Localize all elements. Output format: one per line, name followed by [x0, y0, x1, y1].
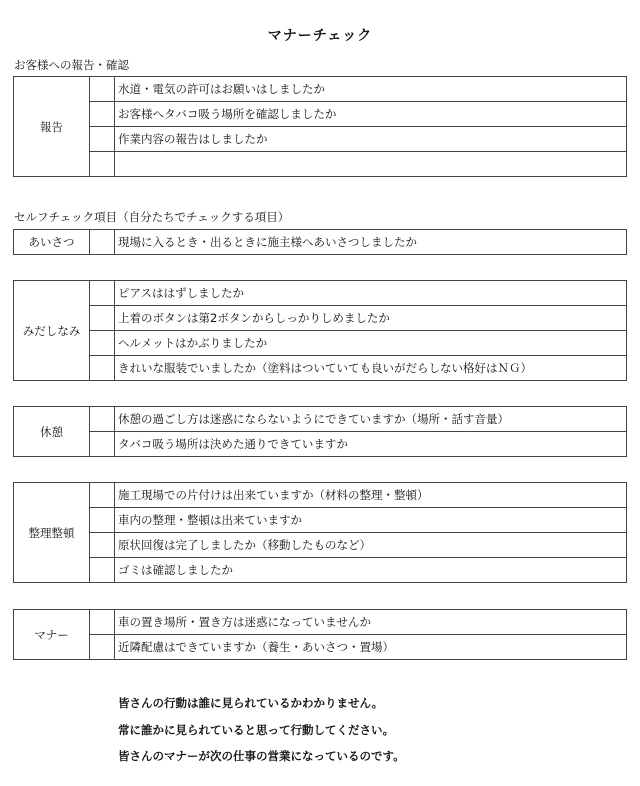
check-item: 休憩の過ごし方は迷惑にならないようにできていますか（場所・話す音量）: [115, 407, 627, 432]
self-check-heading: セルフチェック項目（自分たちでチェックする項目）: [14, 210, 290, 224]
check-item: きれいな服装でいましたか（塗料はついていても良いがだらしない格好はＮＧ）: [115, 356, 627, 381]
check-box[interactable]: [90, 483, 115, 508]
check-box[interactable]: [90, 356, 115, 381]
category-label: マナー: [14, 610, 90, 660]
check-item: 車の置き場所・置き方は迷惑になっていませんか: [115, 610, 627, 635]
check-box[interactable]: [90, 508, 115, 533]
category-label: 報告: [14, 77, 90, 177]
check-box[interactable]: [90, 77, 115, 102]
check-item: ゴミは確認しましたか: [115, 558, 627, 583]
check-item: 水道・電気の許可はお願いはしましたか: [115, 77, 627, 102]
check-item: ピアスははずしましたか: [115, 281, 627, 306]
check-item: お客様へタバコ吸う場所を確認しましたか: [115, 102, 627, 127]
footer-line: 皆さんの行動は誰に見られているかわかりません。: [118, 696, 384, 710]
check-item: タバコ吸う場所は決めた通りできていますか: [115, 432, 627, 457]
page-title: マナーチェック: [267, 28, 373, 44]
check-item: 近隣配慮はできていますか（養生・あいさつ・置場）: [115, 635, 627, 660]
check-box[interactable]: [90, 533, 115, 558]
check-item: 作業内容の報告はしましたか: [115, 127, 627, 152]
category-label: みだしなみ: [14, 281, 90, 381]
check-box[interactable]: [90, 281, 115, 306]
check-box[interactable]: [90, 230, 115, 255]
category-label: 休憩: [14, 407, 90, 457]
check-item: 施工現場での片付けは出来ていますか（材料の整理・整頓）: [115, 483, 627, 508]
greeting-table: [13, 229, 627, 255]
category-label: あいさつ: [14, 230, 90, 255]
category-label: 整理整頓: [14, 483, 90, 583]
check-box[interactable]: [90, 432, 115, 457]
check-item: 現場に入るとき・出るときに施主様へあいさつしましたか: [115, 230, 627, 255]
appearance-table: [13, 280, 627, 381]
tidying-table: [13, 482, 627, 583]
report-section-heading: お客様への報告・確認: [14, 58, 129, 72]
check-box[interactable]: [90, 610, 115, 635]
check-item: ヘルメットはかぶりましたか: [115, 331, 627, 356]
check-box[interactable]: [90, 127, 115, 152]
footer-message: [118, 690, 405, 770]
break-table: [13, 406, 627, 457]
footer-line: 皆さんのマナーが次の仕事の営業になっているのです。: [118, 749, 405, 763]
check-item: 上着のボタンは第2ボタンからしっかりしめましたか: [115, 306, 627, 331]
footer-line: 常に誰かに見られていると思って行動してください。: [118, 722, 394, 737]
check-box[interactable]: [90, 306, 115, 331]
check-box[interactable]: [90, 407, 115, 432]
check-box[interactable]: [90, 331, 115, 356]
check-item: [115, 152, 627, 177]
report-table: [13, 76, 627, 177]
check-item: 車内の整理・整頓は出来ていますか: [115, 508, 627, 533]
check-box[interactable]: [90, 102, 115, 127]
check-item: 原状回復は完了しましたか（移動したものなど）: [115, 533, 627, 558]
check-box[interactable]: [90, 558, 115, 583]
check-box[interactable]: [90, 152, 115, 177]
check-box[interactable]: [90, 635, 115, 660]
manners-table: [13, 609, 627, 660]
